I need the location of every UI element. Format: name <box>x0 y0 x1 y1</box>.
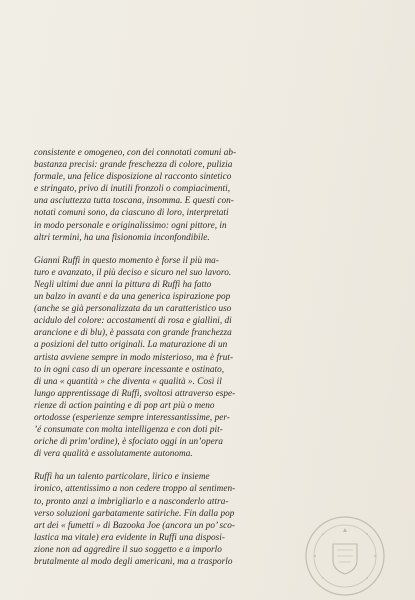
text-line: formale, una felice disposizione al racconto sintetico <box>34 171 232 182</box>
text-line: un balzo in avanti e da una generica ispirazione pop <box>34 291 231 302</box>
text-line: ortodosse (esperienze sempre interessantissime, per- <box>34 411 230 422</box>
text-line: Ruffi ha un talento particolare, lirico e insieme <box>34 471 210 482</box>
text-line: Gianni Ruffi in questo momento è forse il più ma- <box>34 254 219 265</box>
text-line: (anche se già personalizzata da un caratteristico uso <box>34 303 232 314</box>
text-line: to, pronto anzi a imbrigliarlo e a nasconderlo attra- <box>34 495 229 506</box>
text-line: verso soluzioni garbatamente satiriche. Fin dalla pop <box>34 507 235 518</box>
text-line: artista avviene sempre in modo misterioso, ma è frut- <box>34 351 234 362</box>
paragraph <box>34 254 394 460</box>
text-line: di vera qualità e assolutamente autonoma. <box>34 448 193 459</box>
text-line: arancione e di blu), è passata con grande franchezza <box>34 327 232 338</box>
text-line: rienze di action painting e di pop art più o meno <box>34 399 215 410</box>
library-seal-icon <box>303 514 387 598</box>
text-line: brutalmente al modo degli americani, ma a trasporlo <box>34 556 233 566</box>
text-line: di una « quantità » che diventa « qualità ». Così il <box>34 375 222 386</box>
text-line: a posizioni del tutto originali. La maturazione di un <box>34 339 228 350</box>
text-line: notati comuni sono, da ciascuno di loro, interpretati <box>34 207 229 218</box>
text-line: Negli ultimi due anni la pittura di Ruffi ha fatto <box>34 278 212 289</box>
text-line: e stringato, privo di inutili fronzoli o compiacimenti, <box>34 183 231 194</box>
text-line: to in ogni caso di un operare incessante e ostinato, <box>34 363 225 374</box>
text-line: altri termini, ha una fisionomia inconfondibile. <box>34 231 210 242</box>
text-line: una asciuttezza tutta toscana, insomma. E questi con- <box>34 195 234 206</box>
text-line: zione non ad aggredire il suo soggetto e a imporlo <box>34 543 222 554</box>
text-line: oriche di prim’ordine), è sfociato oggi in un’opera <box>34 436 223 447</box>
text-line: lastica ma vitale) era evidente in Ruffi una disposi- <box>34 531 225 542</box>
text-line: ’é consumate con molta intelligenza e con doti pit- <box>34 424 223 435</box>
text-line: in modo personale e originalissimo: ogni pittore, in <box>34 219 227 230</box>
text-line: art dei « fumetti » di Bazooka Joe (ancora un po’ sco- <box>34 519 235 530</box>
text-line: acidulo del colore: accostamenti di rosa e giallini, di <box>34 315 232 326</box>
text-line: bastanza precisi: grande freschezza di colore, pulizia <box>34 159 233 170</box>
text-line: consistente e omogeneo, con dei connotati comuni ab- <box>34 147 237 157</box>
text-line: turo e avanzato, il più deciso e sicuro nel suo lavoro. <box>34 266 232 277</box>
text-line: ironico, attentissimo a non cedere troppo al sentimen- <box>34 483 236 494</box>
text-line: lungo apprentissage di Ruffi, svoltosi attraverso espe- <box>34 387 236 398</box>
paragraph <box>34 146 394 243</box>
